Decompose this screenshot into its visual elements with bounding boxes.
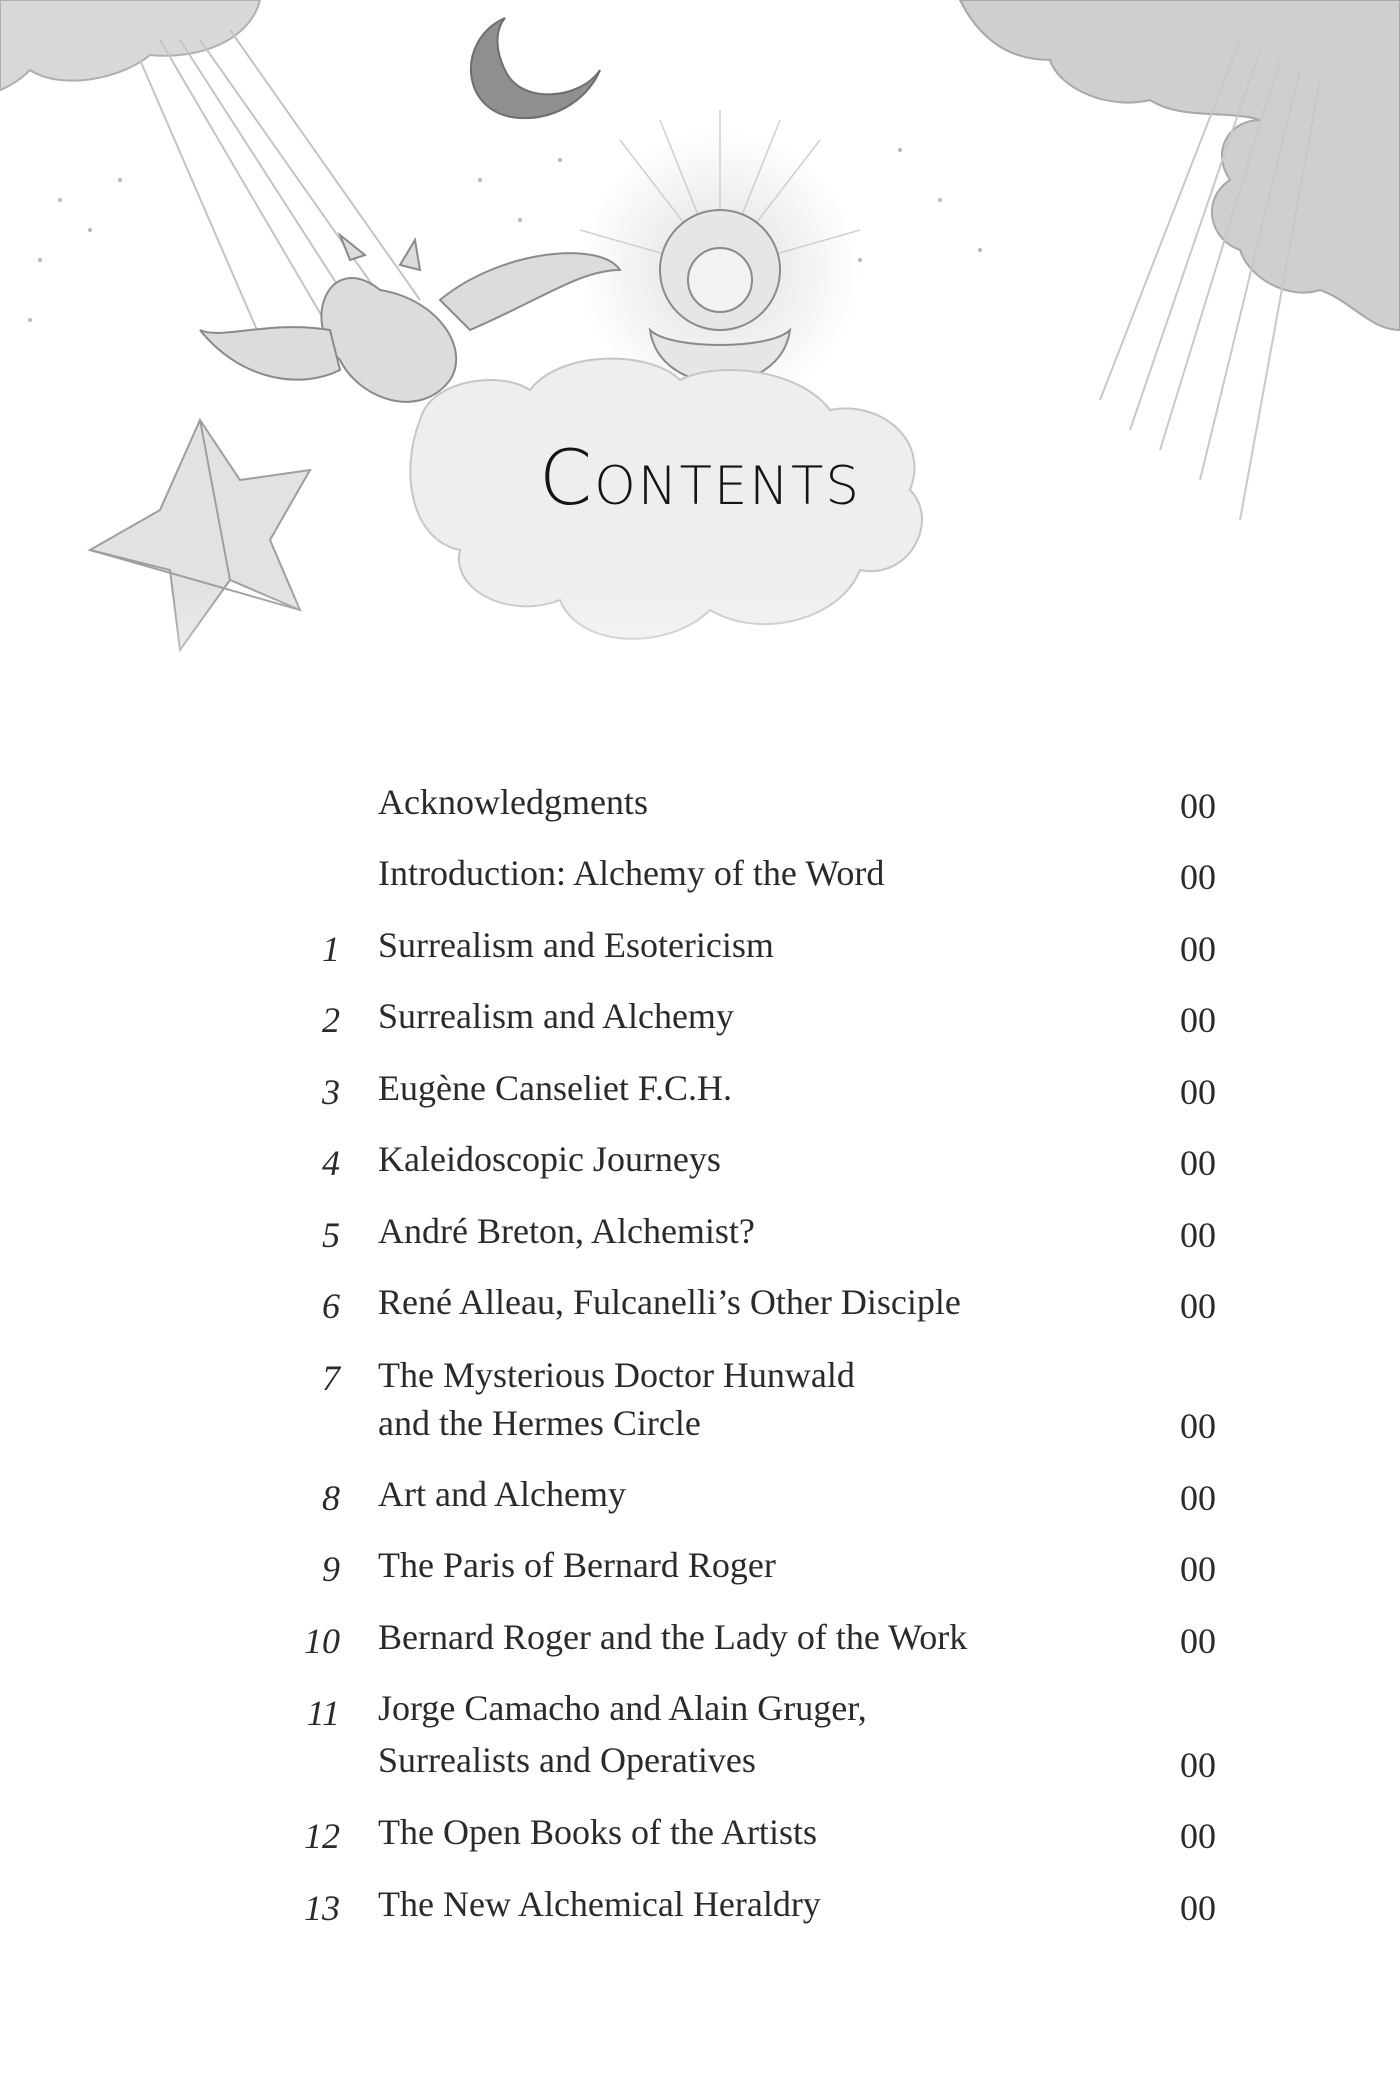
chapter-number: 11 — [306, 1692, 340, 1733]
page-number: 00 — [1180, 928, 1216, 969]
alchemical-engraving-illustration — [0, 0, 1400, 780]
chapter-title: René Alleau, Fulcanelli’s Other Disciple — [378, 1282, 961, 1322]
chapter-number: 3 — [322, 1071, 340, 1112]
chapter-title-line: Surrealists and Operatives — [378, 1739, 756, 1780]
chapter-title: Kaleidoscopic Journeys — [378, 1139, 721, 1179]
chapter-number: 10 — [304, 1620, 340, 1661]
page-number: 00 — [1180, 1477, 1216, 1518]
chapter-number: 4 — [322, 1143, 340, 1183]
toc-entry[interactable] — [0, 1051, 1400, 1123]
chapter-number: 1 — [322, 928, 340, 969]
toc-entry[interactable] — [0, 1337, 1400, 1457]
page-number: 00 — [1180, 1620, 1216, 1661]
chapter-title: Bernard Roger and the Lady of the Work — [378, 1616, 968, 1657]
toc-entry[interactable] — [0, 1457, 1400, 1529]
chapter-number: 5 — [322, 1214, 340, 1255]
chapter-title: Introduction: Alchemy of the Word — [378, 853, 885, 893]
page-number: 00 — [1180, 1887, 1216, 1928]
chapter-number: 12 — [304, 1816, 340, 1856]
chapter-title: The Open Books of the Artists — [378, 1812, 817, 1852]
chapter-title-line: Jorge Camacho and Alain Gruger, — [378, 1687, 867, 1728]
chapter-title — [378, 1682, 1078, 1786]
toc-entry[interactable] — [0, 1194, 1400, 1266]
toc-entry[interactable] — [0, 837, 1400, 909]
chapter-title: Eugène Canseliet F.C.H. — [378, 1067, 733, 1108]
chapter-number: 8 — [322, 1477, 340, 1518]
chapter-title — [378, 1351, 1078, 1447]
toc-entry[interactable] — [0, 1867, 1400, 1939]
page-number: 00 — [1180, 1143, 1216, 1183]
toc-entry[interactable] — [0, 1529, 1400, 1601]
page-number: 00 — [1180, 1286, 1216, 1326]
toc-entry[interactable] — [0, 980, 1400, 1052]
toc-entry[interactable] — [0, 1672, 1400, 1796]
toc-entry[interactable] — [0, 1123, 1400, 1195]
page-number: 00 — [1180, 1000, 1216, 1040]
page-number: 00 — [1180, 1744, 1216, 1785]
table-of-contents — [0, 765, 1400, 1939]
toc-entry[interactable] — [0, 1796, 1400, 1868]
chapter-title: The Paris of Bernard Roger — [378, 1545, 776, 1585]
toc-entry[interactable] — [0, 1600, 1400, 1672]
chapter-title: Surrealism and Alchemy — [378, 996, 734, 1036]
chapter-title-line: and the Hermes Circle — [378, 1403, 701, 1443]
chapter-title: The New Alchemical Heraldry — [378, 1883, 821, 1924]
page-number: 00 — [1180, 1816, 1216, 1856]
chapter-number: 13 — [304, 1887, 340, 1928]
toc-entry[interactable] — [0, 765, 1400, 837]
page-number: 00 — [1180, 785, 1216, 826]
chapter-number: 7 — [322, 1358, 340, 1398]
chapter-title: Art and Alchemy — [378, 1473, 626, 1514]
chapter-title-line: The Mysterious Doctor Hunwald — [378, 1355, 855, 1395]
chapter-number: 9 — [322, 1549, 340, 1589]
chapter-number: 2 — [322, 1000, 340, 1040]
chapter-title: André Breton, Alchemist? — [378, 1210, 755, 1251]
chapter-title: Surrealism and Esotericism — [378, 924, 774, 965]
page-number: 00 — [1180, 1214, 1216, 1255]
page-title: Contents — [539, 433, 861, 522]
toc-entry[interactable] — [0, 1266, 1400, 1338]
toc-entry[interactable] — [0, 908, 1400, 980]
chapter-number: 6 — [322, 1286, 340, 1326]
page-number: 00 — [1180, 1071, 1216, 1112]
page-number: 00 — [1180, 857, 1216, 897]
page-number: 00 — [1180, 1549, 1216, 1589]
chapter-title: Acknowledgments — [378, 781, 648, 822]
page-number: 00 — [1180, 1406, 1216, 1446]
